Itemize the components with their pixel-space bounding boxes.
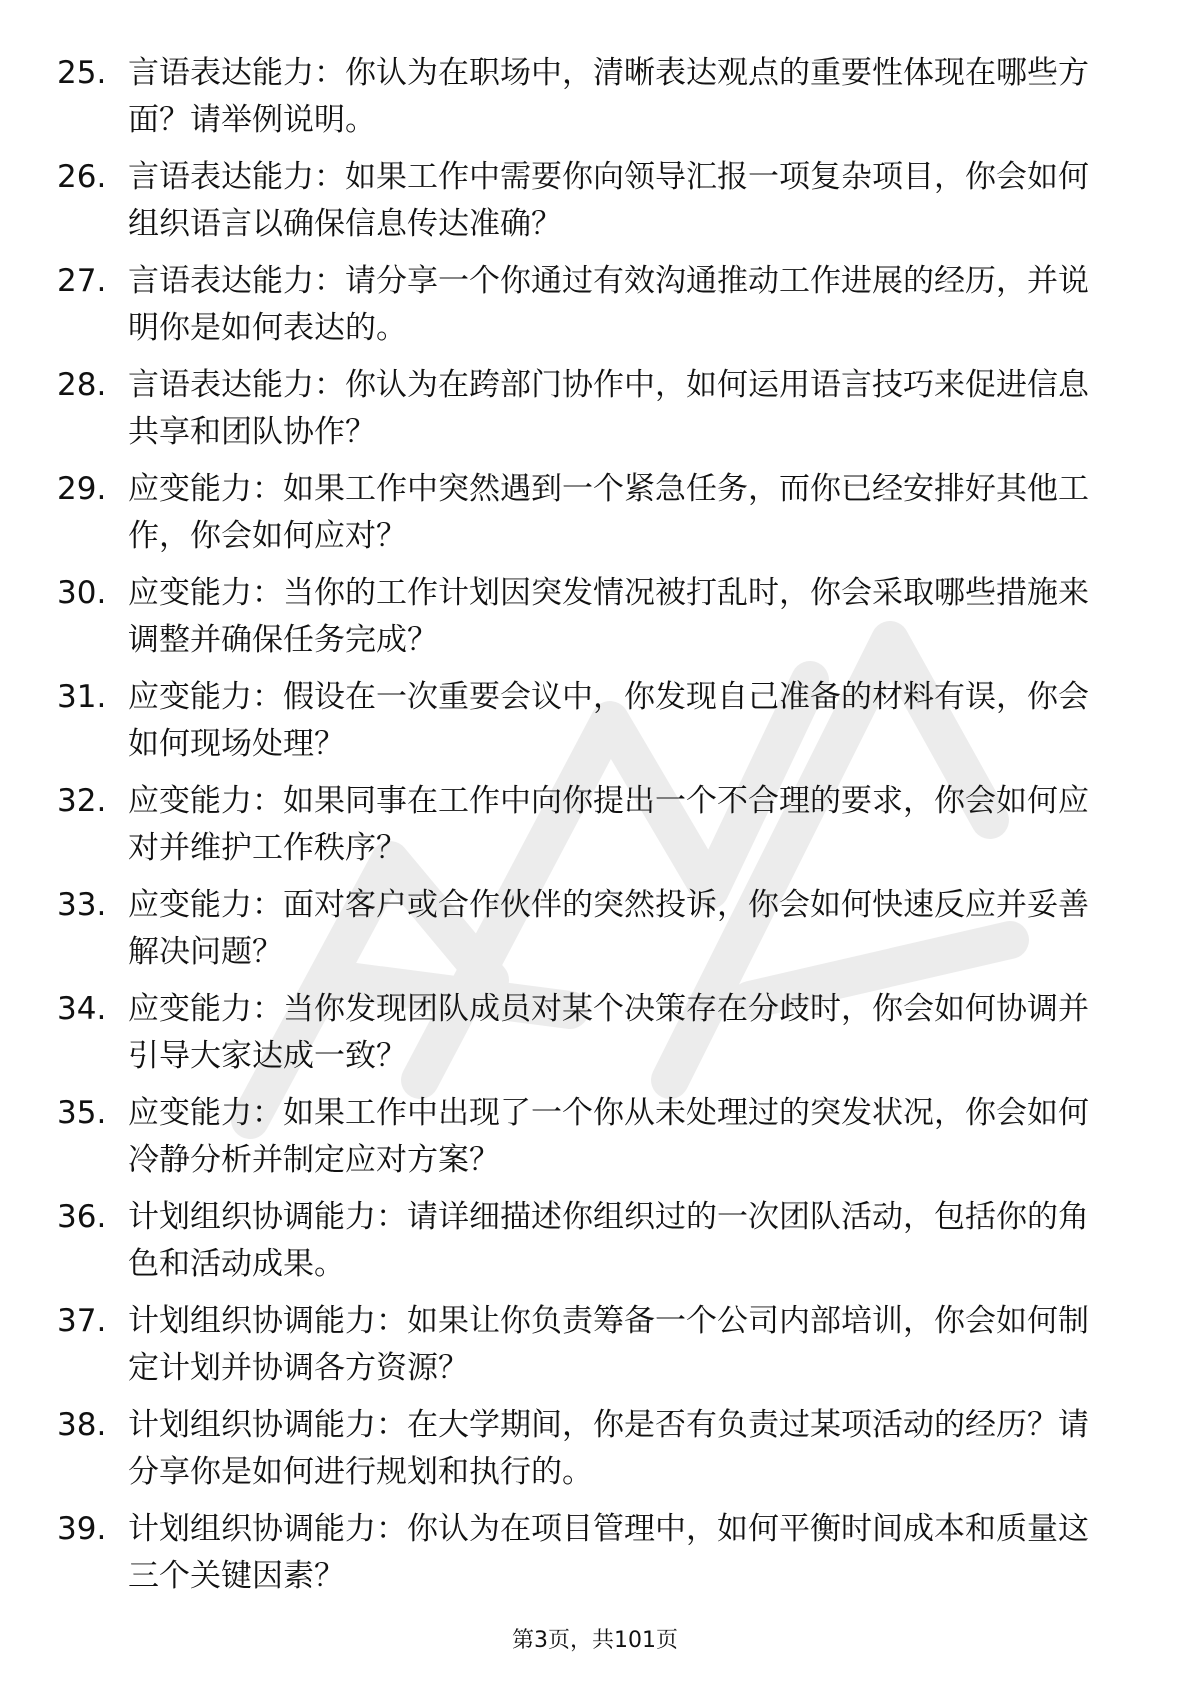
question-item — [0, 570, 1190, 674]
question-text: 言语表达能力：你认为在职场中，清晰表达观点的重要性体现在哪些方面？请举例说明。 — [128, 55, 1089, 138]
question-item — [0, 258, 1190, 362]
question-number: 38. — [57, 1407, 107, 1443]
question-text: 计划组织协调能力：你认为在项目管理中，如何平衡时间成本和质量这三个关键因素？ — [128, 1511, 1089, 1594]
question-text: 言语表达能力：如果工作中需要你向领导汇报一项复杂项目，你会如何组织语言以确保信息传达准确？ — [128, 159, 1089, 242]
question-number: 26. — [57, 159, 107, 195]
question-item — [0, 154, 1190, 258]
question-text: 应变能力：如果工作中突然遇到一个紧急任务，而你已经安排好其他工作，你会如何应对？ — [128, 471, 1089, 554]
question-text: 言语表达能力：你认为在跨部门协作中，如何运用语言技巧来促进信息共享和团队协作？ — [128, 367, 1089, 450]
question-text: 计划组织协调能力：请详细描述你组织过的一次团队活动，包括你的角色和活动成果。 — [128, 1199, 1089, 1282]
question-number: 39. — [57, 1511, 107, 1547]
question-text: 应变能力：当你的工作计划因突发情况被打乱时，你会采取哪些措施来调整并确保任务完成？ — [128, 575, 1089, 658]
question-item — [0, 1090, 1190, 1194]
question-text: 应变能力：面对客户或合作伙伴的突然投诉，你会如何快速反应并妥善解决问题？ — [128, 887, 1089, 970]
question-item — [0, 50, 1190, 154]
question-item — [0, 466, 1190, 570]
question-number: 28. — [57, 367, 107, 403]
question-text: 应变能力：假设在一次重要会议中，你发现自己准备的材料有误，你会如何现场处理？ — [128, 679, 1089, 762]
question-list — [0, 50, 1190, 1610]
question-number: 36. — [57, 1199, 107, 1235]
question-text: 言语表达能力：请分享一个你通过有效沟通推动工作进展的经历，并说明你是如何表达的。 — [128, 263, 1089, 346]
question-item — [0, 1506, 1190, 1610]
question-number: 27. — [57, 263, 107, 299]
page-footer: 第3页，共101页 — [512, 1628, 678, 1653]
question-number: 29. — [57, 471, 107, 507]
question-number: 34. — [57, 991, 107, 1027]
question-item — [0, 986, 1190, 1090]
question-number: 35. — [57, 1095, 107, 1131]
question-number: 25. — [57, 55, 107, 91]
question-number: 31. — [57, 679, 107, 715]
question-item — [0, 1298, 1190, 1402]
question-number: 37. — [57, 1303, 107, 1339]
question-item — [0, 362, 1190, 466]
question-item — [0, 778, 1190, 882]
question-number: 33. — [57, 887, 107, 923]
question-number: 30. — [57, 575, 107, 611]
question-text: 应变能力：如果工作中出现了一个你从未处理过的突发状况，你会如何冷静分析并制定应对方案？ — [128, 1095, 1089, 1178]
question-item — [0, 882, 1190, 986]
question-text: 应变能力：当你发现团队成员对某个决策存在分歧时，你会如何协调并引导大家达成一致？ — [128, 991, 1089, 1074]
question-number: 32. — [57, 783, 107, 819]
question-text: 应变能力：如果同事在工作中向你提出一个不合理的要求，你会如何应对并维护工作秩序？ — [128, 783, 1089, 866]
question-item — [0, 674, 1190, 778]
question-item — [0, 1194, 1190, 1298]
question-text: 计划组织协调能力：如果让你负责筹备一个公司内部培训，你会如何制定计划并协调各方资源？ — [128, 1303, 1089, 1386]
question-text: 计划组织协调能力：在大学期间，你是否有负责过某项活动的经历？请分享你是如何进行规划和执行的。 — [128, 1407, 1089, 1490]
question-item — [0, 1402, 1190, 1506]
